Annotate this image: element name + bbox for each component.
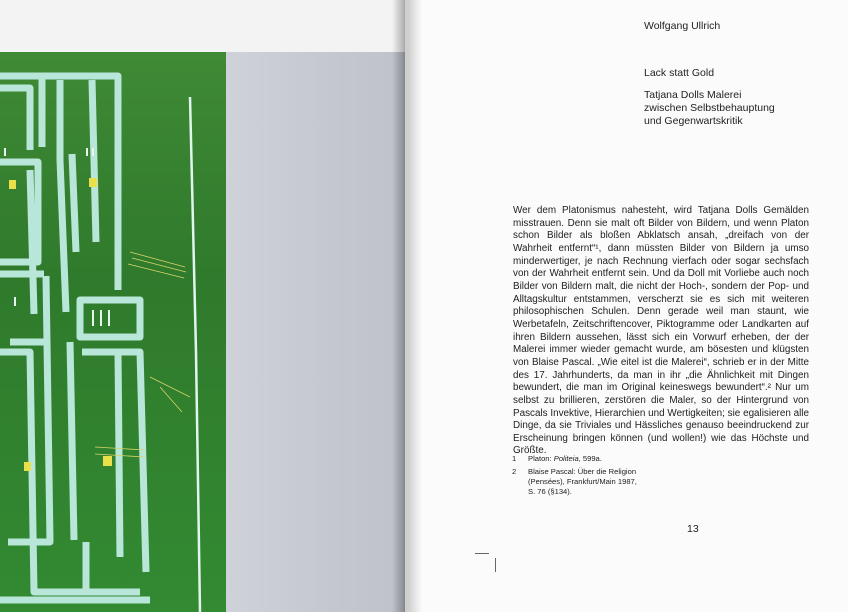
author-name: Wolfgang Ullrich: [644, 20, 721, 32]
footnote-text-plain: Platon:: [528, 454, 554, 463]
maze-painting-lines: [0, 52, 226, 612]
body-paragraph: Wer dem Platonismus nahesteht, wird Tatjana Dolls Gemälden misstrauen. Denn sie malt oft Bilder von Bildern, und wenn Platon schon Bilder als bloßen Abklatsch ansah, „dreifach von der Wahrheit entfernt“¹, dann müssten Bilder von Bildern ja umso minderwertiger, je nach Rechnung vierfach oder sogar sechsfach von der Wahrheit entfernt sein. Und da Doll mit Vorliebe auch noch Bilder von Bildern malt, die nicht der Hoch-, sondern der Pop- und Alltagskultur entstammen, verscherzt sie es sich mit weiteren philosophischen Schulen. Denn gerade weil man staunt, wie Werbetafeln, Zeitschriftencover, Piktogramme oder Landkarten auf ihren Bildern aussehen, lässt sich ein Vorwurf erheben, der der Malerei immer wieder gemacht wurde, am bösesten und klügsten von Blaise Pascal. „Wie eitel ist die Malerei“, schrieb er in der Mitte des 17. Jahrhunderts, da man in ihr „die Ähnlichkeit mit Dingen bewundert, die man im Original keineswegs bewundert“.² Nur um selbst zu brillieren, zerstören die Maler, so der Hintergrund von Pascals Invektive, Hierarchien und Wertigkeiten; sie egalisieren alle Dinge, da sie Triviales und Hässliches genauso beeindruckend zur Erscheinung bringen können (und wollen!) wie das Höchste und Größte.: [513, 205, 809, 457]
essay-title: Lack statt Gold: [644, 67, 715, 79]
footnote-line: S. 76 (§134).: [528, 487, 572, 496]
essay-subtitle: [644, 89, 814, 128]
footnote-text-italic: Politeia: [553, 454, 579, 463]
gutter-shadow: [392, 0, 405, 612]
subtitle-line: zwischen Selbstbehauptung: [644, 102, 775, 114]
footnote-line: Blaise Pascal: Über die Religion: [528, 467, 637, 476]
footnote-line: (Pensées), Frankfurt/Main 1987,: [528, 477, 637, 486]
footnote-text: [528, 454, 648, 464]
crop-mark: [475, 553, 489, 554]
subtitle-line: Tatjana Dolls Malerei: [644, 89, 742, 101]
page-number: 13: [687, 523, 699, 535]
left-page: [0, 0, 405, 612]
page-shade: [408, 0, 422, 612]
right-page: [408, 0, 848, 612]
subtitle-line: und Gegenwartskritik: [644, 115, 743, 127]
footnote-number: 2: [512, 467, 517, 476]
grey-panel: [226, 52, 405, 612]
footnote-number: 1: [512, 454, 517, 463]
footnote-text-rest: , 599a.: [578, 454, 602, 463]
footnote-text: [528, 467, 648, 497]
crop-mark: [495, 558, 496, 572]
